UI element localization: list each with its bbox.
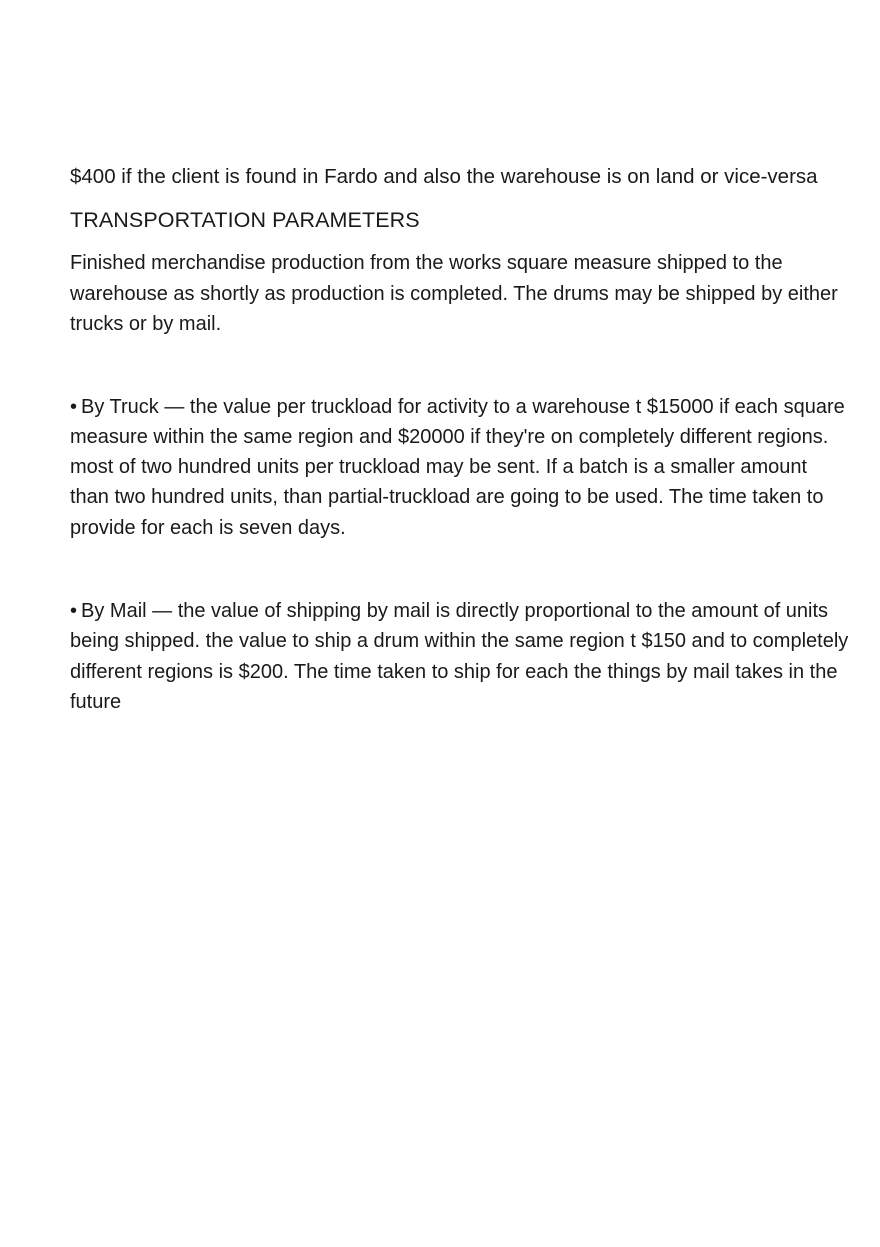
bullet-text-truck: By Truck — the value per truckload for activity to a warehouse t $15000 if each square measure within the same region and $20000 if they're on completely different regions. most of two hundred units per truckload may be sent. If a batch is a smaller amount than two hundred units, than partial-truckload are going to be used. The time taken to provide for each is seven days.: [70, 395, 845, 539]
document-page: [70, 162, 850, 717]
bullet-item-truck: [70, 392, 850, 543]
bullet-marker: •: [70, 599, 78, 622]
section-heading: TRANSPORTATION PARAMETERS: [70, 208, 420, 232]
intro-line: $400 if the client is found in Fardo and also the warehouse is on land or vice-versa: [70, 165, 818, 188]
bullet-marker: •: [70, 395, 78, 418]
bullet-item-mail: [70, 596, 850, 717]
section-paragraph: Finished merchandise production from the works square measure shipped to the warehouse as shortly as production is completed. The drums may be shipped by either trucks or by mail.: [70, 252, 838, 335]
bullet-text-mail: By Mail — the value of shipping by mail is directly proportional to the amount of units being shipped. the value to ship a drum within the same region t $150 and to completely different regions is $200. The time taken to ship for each the things by mail takes in the future: [70, 599, 849, 713]
